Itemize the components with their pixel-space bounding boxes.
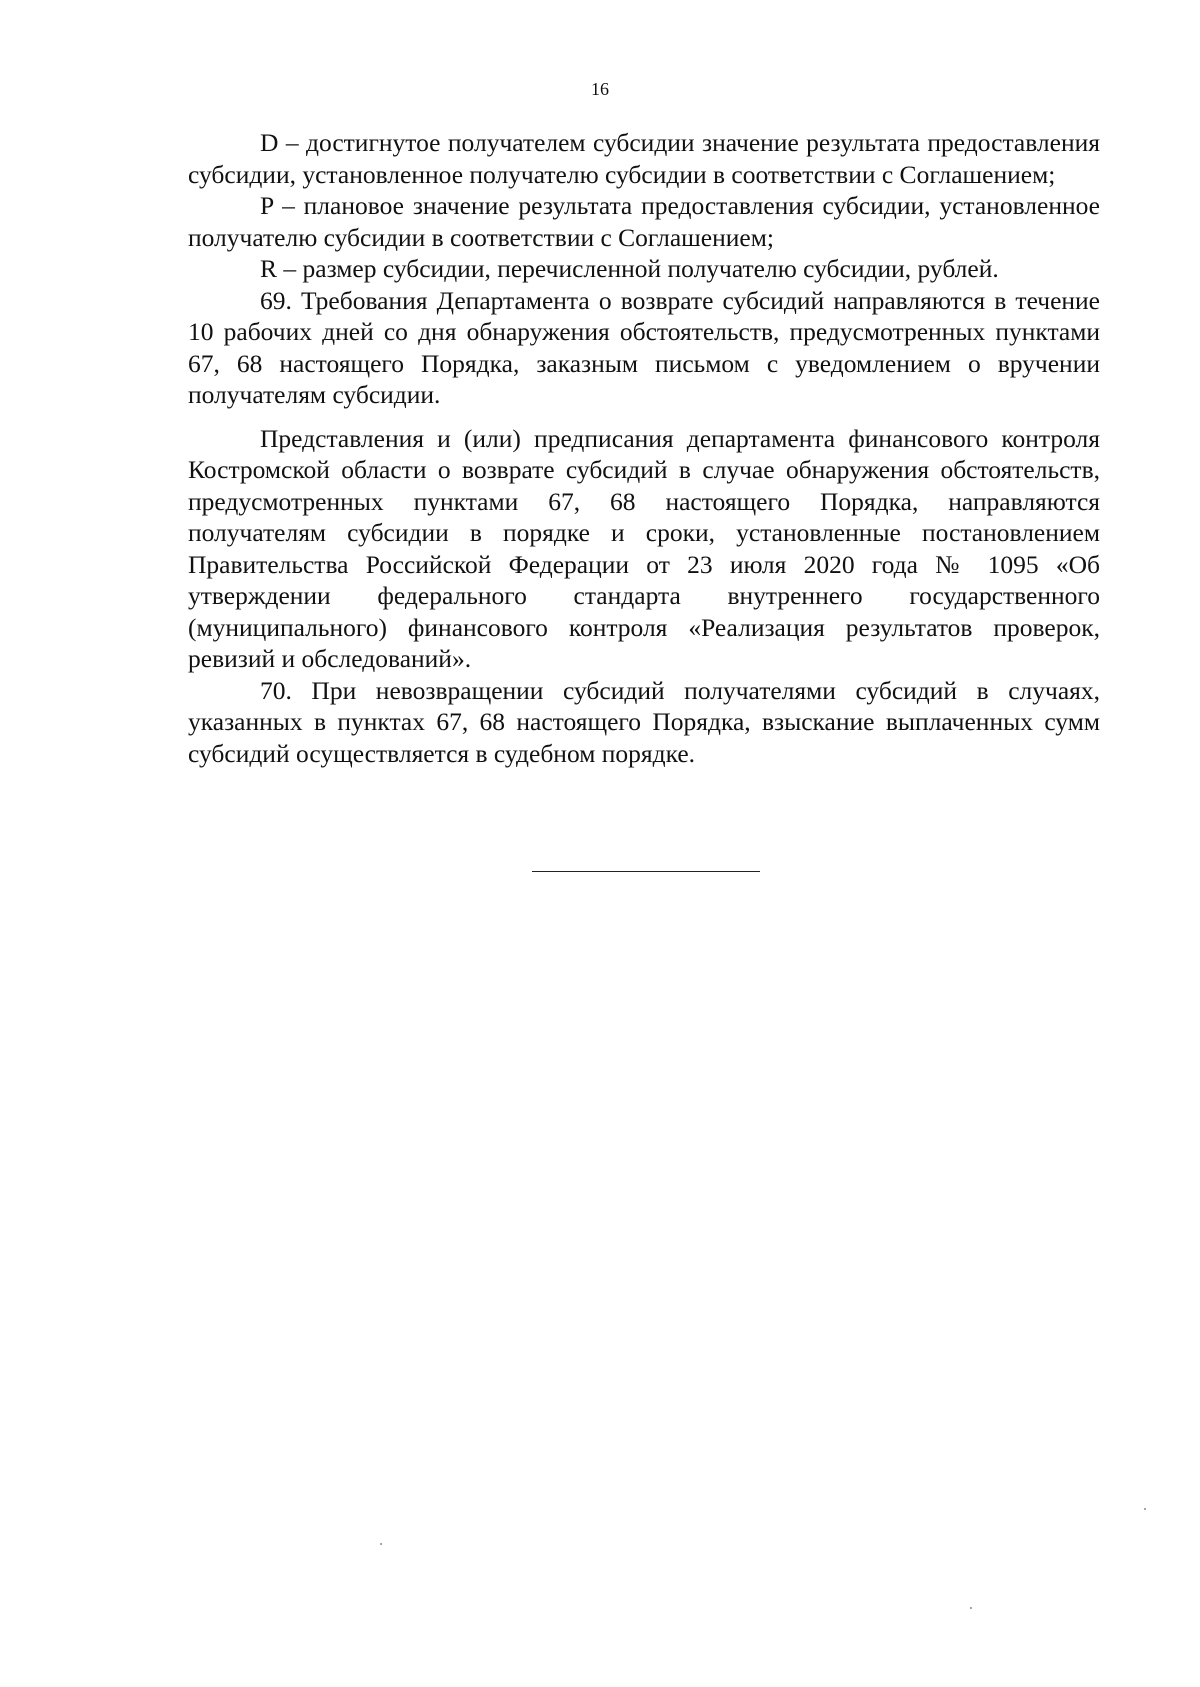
paragraph-clause-70: 70. При невозвращении субсидий получателями субсидий в случаях, указанных в пунктах 67, 68 настоящего Порядка, взыскание выплаченных сумм субсидий осуществляется в судебном порядке. [188, 675, 1100, 768]
paragraph-definition-r: R – размер субсидии, перечисленной получателю субсидии, рублей. [260, 254, 999, 283]
scan-speck [1144, 1508, 1146, 1510]
end-of-text-rule [532, 871, 760, 872]
paragraph-clause-69-continued: Представления и (или) предписания департамента финансового контроля Костромской области о возврате субсидий в случае обнаружения обстоятельств, предусмотренных пунктами 67, 68 настоящего Порядка, направляются получателям субсидии в порядке и сроки, установленные постановлением Правительства Российской Федерации от 23 июля 2020 года № 1095 «Об утверждении федерального стандарта внутреннего государственного (муниципального) финансового контроля «Реализация результатов проверок, ревизий и обследований». [188, 423, 1100, 673]
scan-speck [970, 1607, 972, 1609]
scan-speck [380, 1543, 382, 1545]
document-body [188, 127, 1100, 769]
paragraph-clause-69: 69. Требования Департамента о возврате субсидий направляются в течение 10 рабочих дней со дня обнаружения обстоятельств, предусмотренных пунктами 67, 68 настоящего Порядка, заказным письмом с уведомлением о вручении получателям субсидии. [188, 285, 1100, 409]
page-number: 16 [591, 79, 609, 99]
paragraph-definition-d: D – достигнутое получателем субсидии значение результата предоставления субсидии, установленное получателю субсидии в соответствии с Соглашением; [188, 128, 1100, 189]
paragraph-definition-p: P – плановое значение результата предоставления субсидии, установленное получателю субсидии в соответствии с Соглашением; [188, 191, 1100, 252]
